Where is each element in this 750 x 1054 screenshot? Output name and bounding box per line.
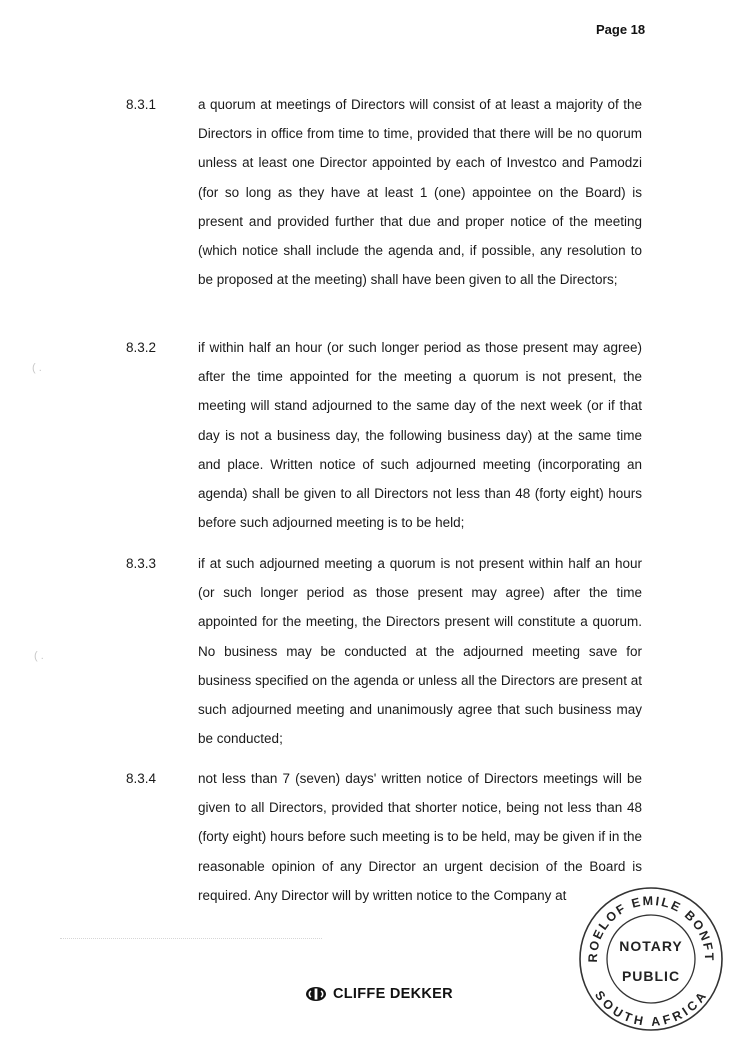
firm-name: CLIFFE DEKKER [333, 986, 453, 1002]
scan-artifact-line [60, 938, 322, 940]
clause-number: 8.3.1 [126, 97, 157, 112]
clause-text: not less than 7 (seven) days' written notice of Directors meetings will be given to all Directors, provided that shorter notice, being not less than 48 (forty eight) hours before such meeting is to be held, may be given if in the reasonable opinion of any Director an urgent decision of the Board is required. Any Director will by written notice to the Company at [198, 771, 642, 903]
clause-text: a quorum at meetings of Directors will consist of at least a majority of the Directors in office from time to time, provided that there will be no quorum unless at least one Director appointed by each of Investco and Pamodzi (for so long as they have at least 1 (one) appointee on the Board) is present and provided further that due and proper notice of the meeting (which notice shall include the agenda and, if possible, any resolution to be proposed at the meeting) shall have been given to all the Directors; [198, 97, 642, 288]
cliffe-dekker-logo-icon [305, 986, 327, 1002]
stamp-line-1: NOTARY [619, 938, 683, 954]
clause-text: if at such adjourned meeting a quorum is not present within half an hour (or such longer period as those present may agree) after the time appointed for the meeting, the Directors present will constitute a quorum. No business may be conducted at the adjourned meeting save for business specified on the agenda or unless all the Directors are present at such adjourned meeting and unanimously agree that such business may be conducted; [198, 556, 642, 747]
stamp-ring-top: ROELOF EMILE BONFT [585, 893, 717, 963]
notary-stamp [577, 885, 725, 1033]
stamp-ring-bottom: SOUTH AFRICA [591, 988, 711, 1029]
clause-text: if within half an hour (or such longer period as those present may agree) after the time appointed for the meeting a quorum is not present, the meeting will stand adjourned to the same day of the next week (or if that day is not a business day, the following business day) at the same time and place. Written notice of such adjourned meeting (incorporating an agenda) shall be given to all Directors not less than 48 (forty eight) hours before such adjourned meeting is to be held; [198, 340, 642, 531]
clause-number: 8.3.4 [126, 771, 157, 786]
clause-number: 8.3.2 [126, 340, 157, 355]
margin-scan-mark: ( . [34, 650, 44, 662]
clause-number: 8.3.3 [126, 556, 157, 571]
footer-logo [305, 986, 453, 1002]
margin-scan-mark: ( . [32, 362, 42, 374]
stamp-line-2: PUBLIC [621, 968, 681, 984]
page-number: Page 18 [596, 22, 646, 37]
